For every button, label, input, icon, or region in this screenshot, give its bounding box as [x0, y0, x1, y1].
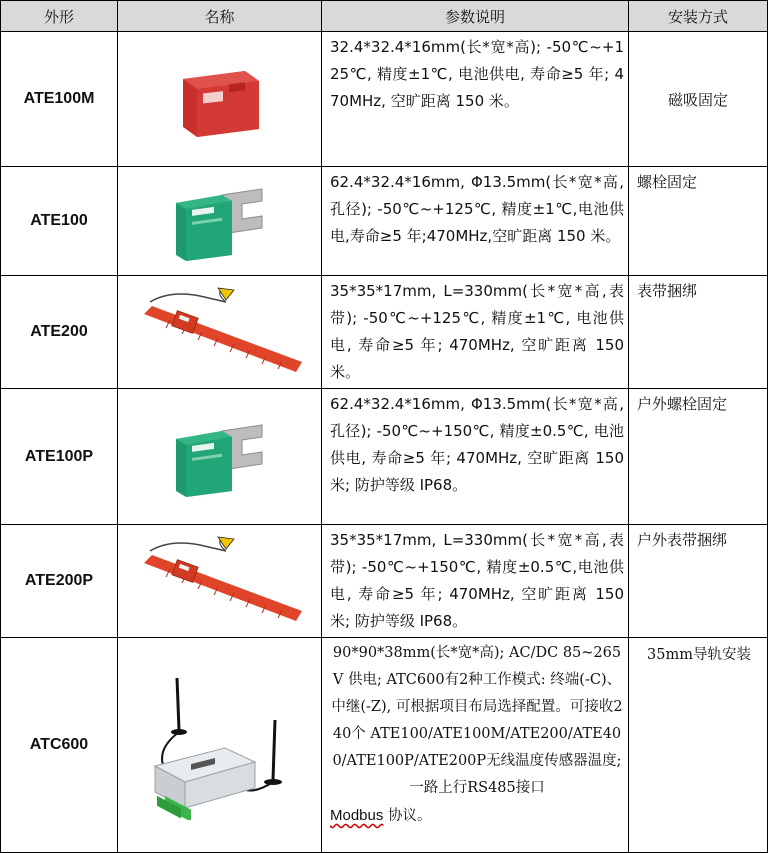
- product-image-ate100m: [118, 32, 322, 167]
- params-text: [322, 638, 629, 853]
- model-name: ATC600: [1, 638, 118, 853]
- model-name: ATE100M: [1, 32, 118, 167]
- mount-method: 表带捆绑: [629, 276, 768, 389]
- mount-method: 35mm导轨安装: [629, 638, 768, 853]
- header-mount: 安装方式: [629, 1, 768, 32]
- product-image-ate200p: [118, 525, 322, 638]
- table-row: [1, 276, 768, 389]
- mount-method: 螺栓固定: [629, 167, 768, 276]
- params-text: 62.4*32.4*16mm, Φ13.5mm(长*宽*高, 孔径); -50℃~+150℃, 精度±0.5℃, 电池供电, 寿命≥5 年; 470MHz, 空旷距离 150 米; 防护等级 IP68。: [322, 389, 629, 525]
- table-row: [1, 638, 768, 853]
- params-text: 35*35*17mm, L=330mm(长*宽*高,表带); -50℃~+125℃, 精度±1℃, 电池供电, 寿命≥5 年; 470MHz, 空旷距离 150 米。: [322, 276, 629, 389]
- model-name: ATE100: [1, 167, 118, 276]
- header-shape: 外形: [1, 1, 118, 32]
- table-row: [1, 32, 768, 167]
- params-text: 62.4*32.4*16mm, Φ13.5mm(长*宽*高, 孔径); -50℃~+125℃, 精度±1℃,电池供电,寿命≥5 年;470MHz,空旷距离 150 米。: [322, 167, 629, 276]
- product-image-atc600: [118, 638, 322, 853]
- product-image-ate100p: [118, 389, 322, 525]
- params-text: 35*35*17mm, L=330mm(长*宽*高,表带); -50℃~+150℃, 精度±0.5℃,电池供电, 寿命≥5 年; 470MHz, 空旷距离 150 米; 防护等级 IP68。: [322, 525, 629, 638]
- params-main: 90*90*38mm(长*宽*高); AC/DC 85~265V 供电; ATC600有2种工作模式: 终端(-C)、中继(-Z), 可根据项目布局选择配置。可接收240个 ATE100/ATE100M/ATE200/ATE400/ATE100P/ATE200P无线温度传感器温度; 一路上行RS485接口: [331, 645, 623, 796]
- header-name: 名称: [118, 1, 322, 32]
- product-image-ate100: [118, 167, 322, 276]
- table-row: [1, 389, 768, 525]
- header-params: 参数说明: [322, 1, 629, 32]
- mount-method: 户外表带捆绑: [629, 525, 768, 638]
- table-row: [1, 525, 768, 638]
- model-name: ATE100P: [1, 389, 118, 525]
- header-row: [1, 1, 768, 32]
- model-name: ATE200: [1, 276, 118, 389]
- params-tail: [330, 802, 624, 830]
- params-text: 32.4*32.4*16mm(长*宽*高); -50℃~+125℃, 精度±1℃, 电池供电, 寿命≥5 年; 470MHz, 空旷距离 150 米。: [322, 32, 629, 167]
- table-row: [1, 167, 768, 276]
- spellcheck-word: Modbus: [330, 807, 384, 824]
- model-name: ATE200P: [1, 525, 118, 638]
- params-tail-rest: 协议。: [383, 808, 432, 824]
- mount-method: 户外螺栓固定: [629, 389, 768, 525]
- mount-method: 磁吸固定: [629, 32, 768, 167]
- product-image-ate200: [118, 276, 322, 389]
